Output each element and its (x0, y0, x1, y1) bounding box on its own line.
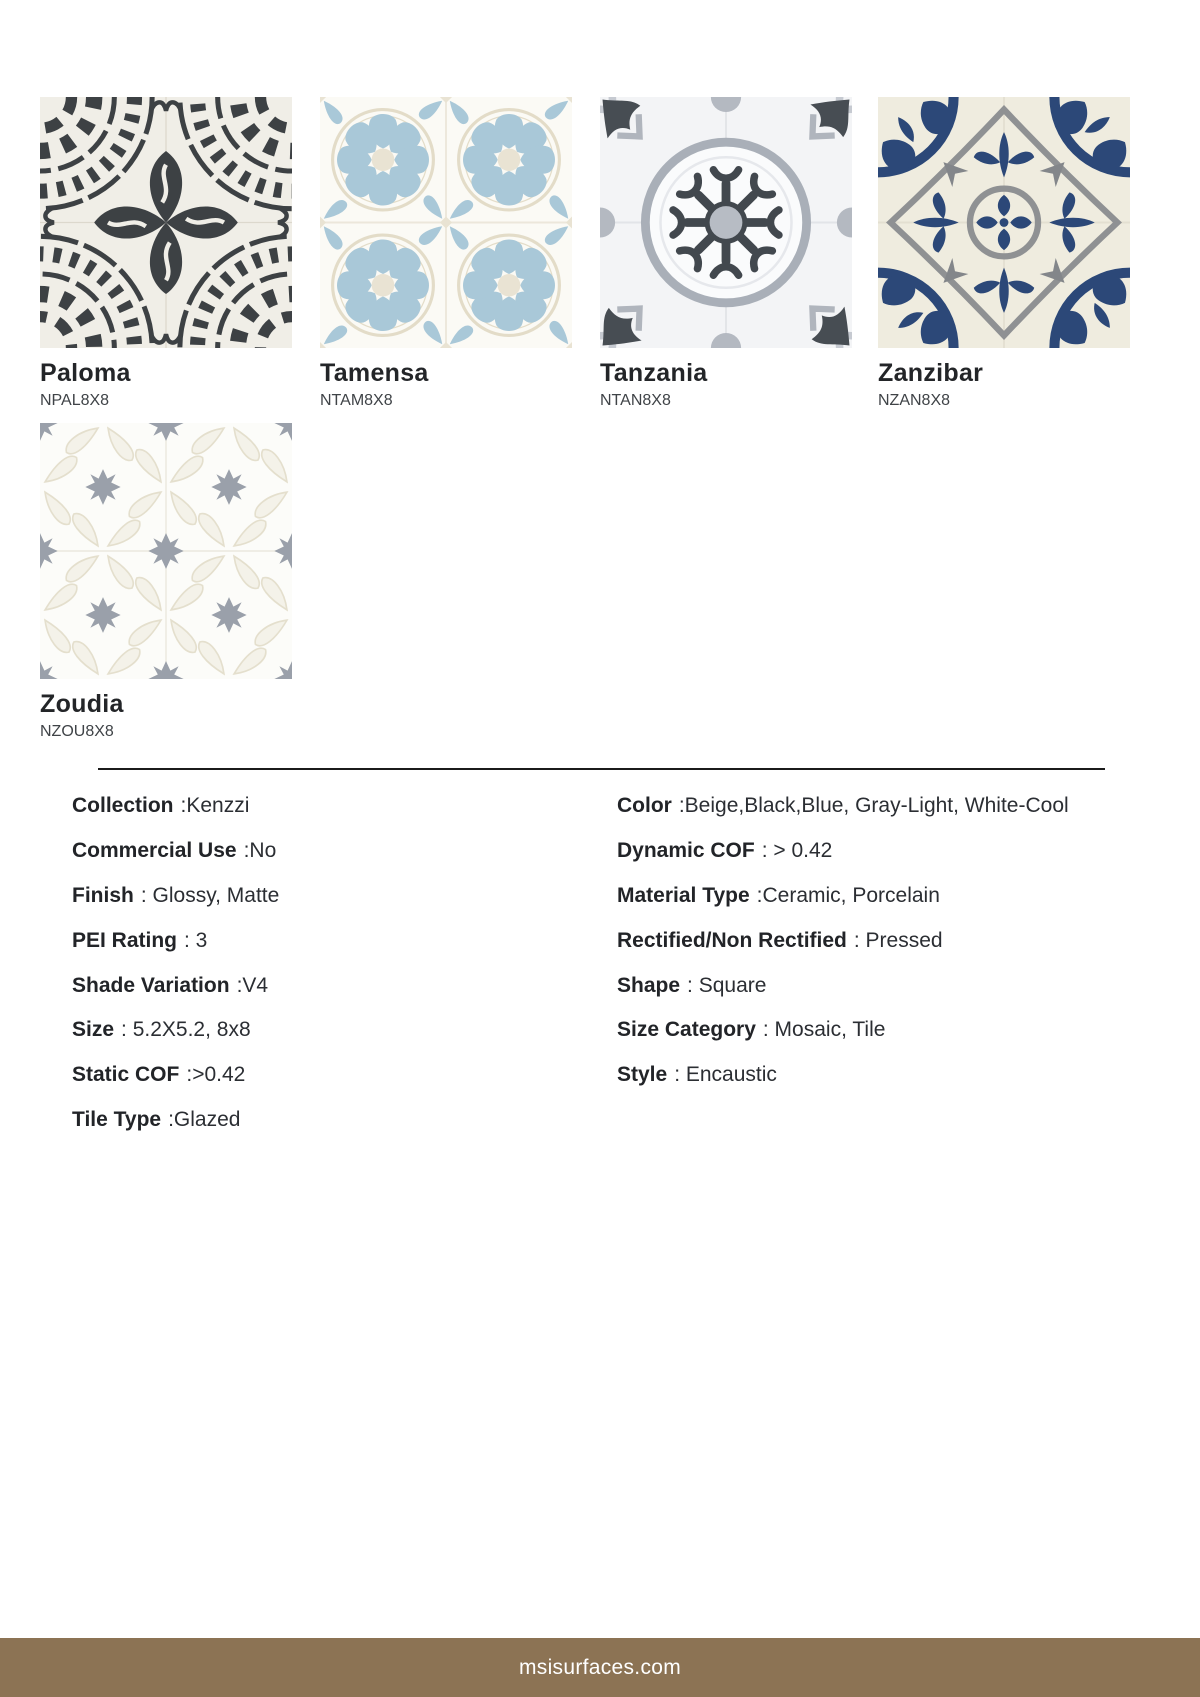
product-name: Tamensa (320, 359, 429, 387)
product-name: Tanzania (600, 359, 708, 387)
spec-row-style: Style : Encaustic (617, 1063, 777, 1087)
spec-row-color: Color :Beige,Black,Blue, Gray-Light, White-Cool (617, 794, 1069, 818)
product-sku: NZAN8X8 (878, 392, 951, 409)
product-sku: NTAN8X8 (600, 392, 671, 409)
spec-row-collection: Collection :Kenzzi (72, 794, 250, 818)
product-sku: NZOU8X8 (40, 723, 114, 740)
spec-row-shade-variation: Shade Variation :V4 (72, 973, 269, 997)
product-name: Zoudia (40, 690, 124, 718)
spec-row-dynamic-cof: Dynamic COF : > 0.42 (617, 839, 833, 863)
product-card-zanzibar[interactable] (878, 97, 1130, 409)
product-name: Paloma (40, 359, 131, 387)
spec-row-material-type: Material Type :Ceramic, Porcelain (617, 883, 940, 907)
spec-row-commercial-use: Commercial Use :No (72, 839, 277, 863)
paloma-swatch-image[interactable] (40, 97, 292, 348)
product-card-zoudia[interactable] (40, 423, 292, 740)
spec-row-pei-rating: PEI Rating : 3 (72, 928, 208, 952)
spec-row-tile-type: Tile Type :Glazed (72, 1107, 241, 1131)
spec-row-size-category: Size Category : Mosaic, Tile (617, 1018, 886, 1042)
zanzibar-swatch-image[interactable] (878, 97, 1130, 348)
footer-bar (0, 1638, 1200, 1697)
product-card-tanzania[interactable] (600, 97, 852, 409)
spec-row-static-cof: Static COF :>0.42 (72, 1063, 246, 1087)
zoudia-swatch-image[interactable] (40, 423, 292, 679)
spec-row-finish: Finish : Glossy, Matte (72, 883, 280, 907)
spec-row-shape: Shape : Square (617, 973, 767, 997)
specs-left-column (72, 784, 279, 1142)
tanzania-swatch-image[interactable] (600, 97, 852, 348)
product-sku: NPAL8X8 (40, 392, 110, 409)
section-divider (98, 768, 1105, 770)
spec-row-rectified: Rectified/Non Rectified : Pressed (617, 928, 943, 952)
footer-website-link[interactable]: msisurfaces.com (518, 1655, 682, 1679)
tamensa-swatch-image[interactable] (320, 97, 572, 348)
spec-row-size: Size : 5.2X5.2, 8x8 (72, 1018, 251, 1042)
product-card-paloma[interactable] (40, 97, 292, 409)
specs-right-column (617, 784, 1069, 1098)
product-sku: NTAM8X8 (320, 392, 393, 409)
product-name: Zanzibar (878, 359, 984, 387)
product-card-tamensa[interactable] (320, 97, 572, 409)
